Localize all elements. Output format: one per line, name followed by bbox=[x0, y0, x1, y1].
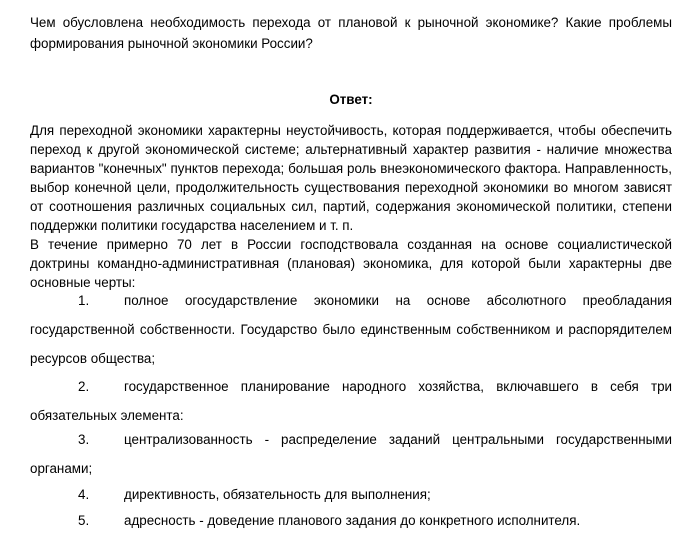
paragraph-transition-economy: Для переходной экономики характерны неустойчивость, которая поддерживается, чтобы обеспечить переход к другой экономической системе; альтернативный характер развития - наличие множества вариантов "конечных" пунктов перехода; большая роль внеэкономического фактора. Направленность, выбор конечной цели, продолжительность существования переходной экономики во многом зависят от соотношения различных социальных сил, партий, содержания экономической политики, степени поддержки политики государства населением и т. п. bbox=[30, 123, 672, 233]
list-item-text: централизованность - распределение заданий центральными государственными органами; bbox=[30, 432, 672, 476]
list-item bbox=[30, 372, 672, 430]
list-item bbox=[30, 480, 672, 509]
list-item-number: 2. bbox=[78, 379, 90, 394]
list-item-text: государственное планирование народного хозяйства, включавшего в себя три обязательных элемента: bbox=[30, 379, 672, 423]
list-item bbox=[30, 506, 672, 535]
list-item bbox=[30, 425, 672, 483]
list-item-text: полное огосударствление экономики на основе абсолютного преобладания государственной собственности. Государство было единственным собственником и распорядителем ресурсов общества; bbox=[30, 293, 672, 366]
list-item-number: 1. bbox=[78, 293, 90, 308]
list-item-text: директивность, обязательность для выполнения; bbox=[124, 487, 431, 502]
answer-heading: Ответ: bbox=[329, 92, 373, 107]
list-item-text: адресность - доведение планового задания до конкретного исполнителя. bbox=[124, 513, 581, 528]
list-item-number: 3. bbox=[78, 432, 90, 447]
question-text: Чем обусловлена необходимость перехода от плановой к рыночной экономике? Какие проблемы формирования рыночной экономики России? bbox=[30, 15, 672, 51]
list-item-number: 4. bbox=[78, 487, 90, 502]
list-item-number: 5. bbox=[78, 513, 90, 528]
list-item bbox=[30, 286, 672, 373]
paragraph-command-economy: В течение примерно 70 лет в России господствовала созданная на основе социалистической доктрины командно-административная (плановая) экономика, для которой были характерны две основные черты: bbox=[30, 237, 672, 290]
